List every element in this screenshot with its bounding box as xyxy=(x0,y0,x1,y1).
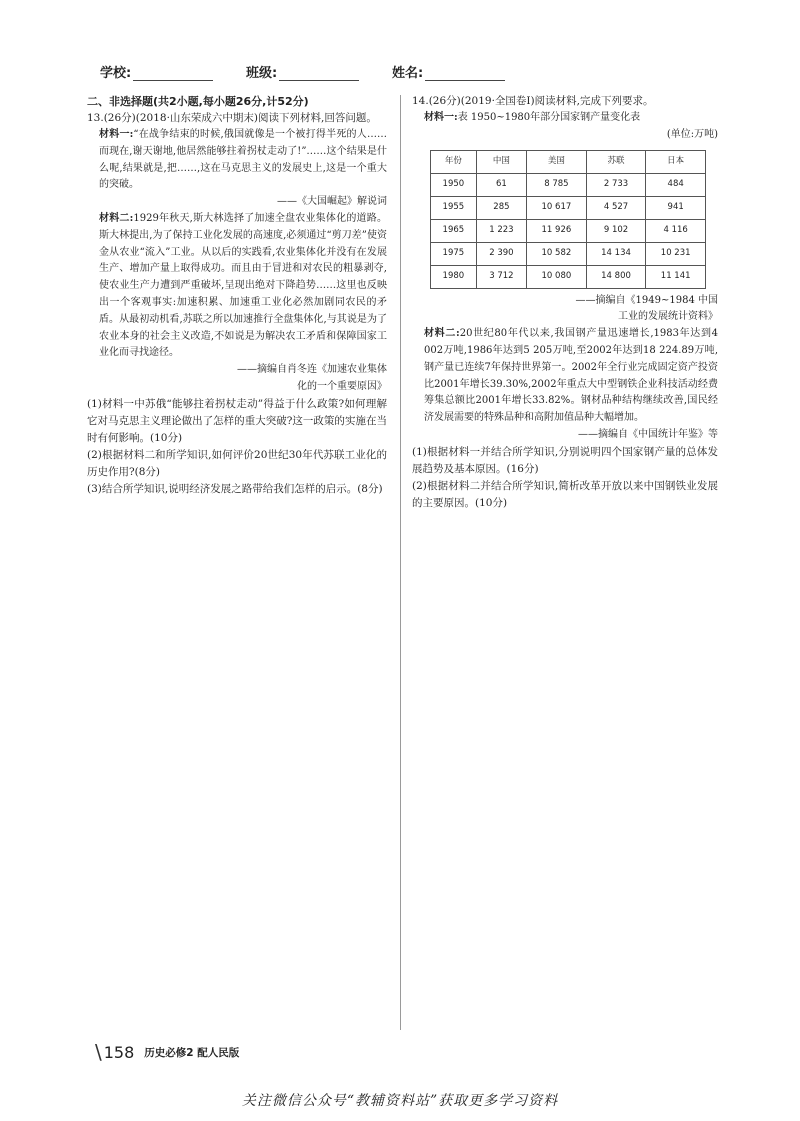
table-cell: 11 141 xyxy=(646,265,706,288)
table-header-cell: 中国 xyxy=(476,150,526,173)
q14-question-2: (2)根据材料二并结合所学知识,简析改革开放以来中国钢铁业发展的主要原因。(10分) xyxy=(412,479,718,509)
q14-material1-source-line1: ——摘编自《1949~1984 中国 xyxy=(575,294,718,306)
table-header-row xyxy=(431,150,706,173)
school-field xyxy=(100,62,213,81)
table-cell: 10 080 xyxy=(527,265,587,288)
q14-material1-caption: 表 1950~1980年部分国家钢产量变化表 xyxy=(457,112,641,123)
student-info-header xyxy=(100,62,700,86)
left-column xyxy=(87,93,387,498)
bottom-promo-note: 关注微信公众号“教辅资料站”获取更多学习资料 xyxy=(241,1093,559,1109)
page-footer xyxy=(95,1040,239,1064)
q14-material2 xyxy=(412,326,718,427)
table-cell: 1965 xyxy=(431,219,477,242)
q14-material2-source: ——摘编自《中国统计年鉴》等 xyxy=(578,428,718,440)
q14-intro: 14.(26分)(2019·全国卷Ⅰ)阅读材料,完成下列要求。 xyxy=(412,95,654,107)
table-cell: 10 231 xyxy=(646,242,706,265)
q14-material2-label: 材料二: xyxy=(424,328,460,340)
book-title: 历史必修2 配人民版 xyxy=(144,1046,240,1059)
table-header-cell: 年份 xyxy=(431,150,477,173)
q14-question-1: (1)根据材料一并结合所学知识,分别说明四个国家钢产量的总体发展趋势及基本原因。(16分) xyxy=(412,445,718,475)
table-cell: 11 926 xyxy=(527,219,587,242)
q13-material1-source: ——《大国崛起》解说词 xyxy=(277,196,387,208)
table-cell: 4 527 xyxy=(586,196,646,219)
q13-material2-source-line1: ——摘编自肖冬连《加速农业集体 xyxy=(237,364,387,376)
table-cell: 941 xyxy=(646,196,706,219)
table-cell: 14 800 xyxy=(586,265,646,288)
table-row xyxy=(431,173,706,196)
q13-question-1: (1)材料一中苏俄“能够拄着拐杖走动”得益于什么政策?如何理解它对马克思主义理论做出了怎样的重大突破?这一政策的实施在当时有何影响。(10分) xyxy=(87,397,387,444)
table-cell: 1 223 xyxy=(476,219,526,242)
table-cell: 9 102 xyxy=(586,219,646,242)
name-input-line[interactable] xyxy=(425,66,505,81)
q13-question-2: (2)根据材料二和所学知识,如何评价20世纪30年代苏联工业化的历史作用?(8分) xyxy=(87,448,387,478)
section-title: 二、非选择题(共2小题,每小题26分,计52分) xyxy=(87,95,309,108)
footer-slash-mark: \ xyxy=(95,1040,102,1064)
table-cell: 285 xyxy=(476,196,526,219)
class-label: 班级: xyxy=(246,66,278,81)
q14-material1-caption-line xyxy=(412,110,718,127)
class-field xyxy=(246,62,359,81)
q13-material2 xyxy=(87,211,387,362)
q13-material1 xyxy=(87,127,387,194)
table-cell: 10 582 xyxy=(527,242,587,265)
table-row xyxy=(431,242,706,265)
table-cell: 1980 xyxy=(431,265,477,288)
q13-question-3: (3)结合所学知识,说明经济发展之路带给我们怎样的启示。(8分) xyxy=(87,482,383,495)
table-cell: 484 xyxy=(646,173,706,196)
table-cell: 3 712 xyxy=(476,265,526,288)
table-cell: 8 785 xyxy=(527,173,587,196)
table-header-cell: 苏联 xyxy=(586,150,646,173)
table-row xyxy=(431,219,706,242)
table-cell: 2 390 xyxy=(476,242,526,265)
name-label: 姓名: xyxy=(392,66,424,81)
q13-material1-text: “在战争结束的时候,俄国就像是一个被打得半死的人……而现在,谢天谢地,他居然能够拄着拐杖走动了!”……这个结果是什么呢,结果就是,把……,这在马克思主义的发展史上,这是一个重大的突破。 xyxy=(99,129,387,191)
school-label: 学校: xyxy=(100,66,132,81)
name-field xyxy=(392,62,505,81)
table-cell: 1950 xyxy=(431,173,477,196)
table-cell: 10 617 xyxy=(527,196,587,219)
table-cell: 1955 xyxy=(431,196,477,219)
column-divider xyxy=(400,95,401,1030)
steel-production-table xyxy=(430,150,706,289)
table-cell: 4 116 xyxy=(646,219,706,242)
class-input-line[interactable] xyxy=(279,66,359,81)
q13-material2-text: 1929年秋天,斯大林选择了加速全盘农业集体化的道路。斯大林提出,为了保持工业化发展的高速度,必须通过“剪刀差”使资金从农业“流入”工业。从以后的实践看,农业集体化并没有在发展生产、增加产量上取得成功。而且由于冒进和对农民的粗暴剥夺,使农业生产力遭到严重破坏,呈现出绝对下降趋势……这里也反映出一个客观事实:加速积累、加速重工业化必然加剧同农民的矛盾。从最初动机看,苏联之所以加速推行全盘集体化,与其说是为了农业本身的社会主义改造,不如说是为解决农工矛盾和保障国家工业化而寻找途径。 xyxy=(99,212,387,359)
school-input-line[interactable] xyxy=(133,66,213,81)
table-header-cell: 日本 xyxy=(646,150,706,173)
table-cell: 14 134 xyxy=(586,242,646,265)
q13-material1-label: 材料一: xyxy=(99,129,134,140)
q14-material1-label: 材料一: xyxy=(424,112,458,123)
table-cell: 2 733 xyxy=(586,173,646,196)
q13-material2-source-line2: 化的一个重要原因》 xyxy=(297,380,387,392)
table-row xyxy=(431,265,706,288)
q13-intro: 13.(26分)(2018·山东荣成六中期末)阅读下列材料,回答问题。 xyxy=(87,112,377,124)
right-column xyxy=(412,93,718,512)
q14-table-unit: (单位:万吨) xyxy=(666,128,718,140)
page-number: 158 xyxy=(103,1042,135,1062)
table-cell: 1975 xyxy=(431,242,477,265)
q14-material1-source-line2: 工业的发展统计资料》 xyxy=(618,311,718,323)
q13-material2-label: 材料二: xyxy=(99,212,134,224)
table-header-cell: 美国 xyxy=(527,150,587,173)
q14-material2-text: 20世纪80年代以来,我国钢产量迅速增长,1983年达到4 002万吨,1986年达到5 205万吨,至2002年达到18 224.89万吨,钢产量已连续7年保持世界第一。2002年全行业完成固定资产投资比2001年增长39.30%,2002年重点大中型钢铁企业科技活动经费筹集总额比2001年增长33.82%。钢材品种结构继续改善,国民经济发展需要的特殊品种和高附加值品种大幅增加。 xyxy=(424,328,718,424)
table-cell: 61 xyxy=(476,173,526,196)
table-row xyxy=(431,196,706,219)
